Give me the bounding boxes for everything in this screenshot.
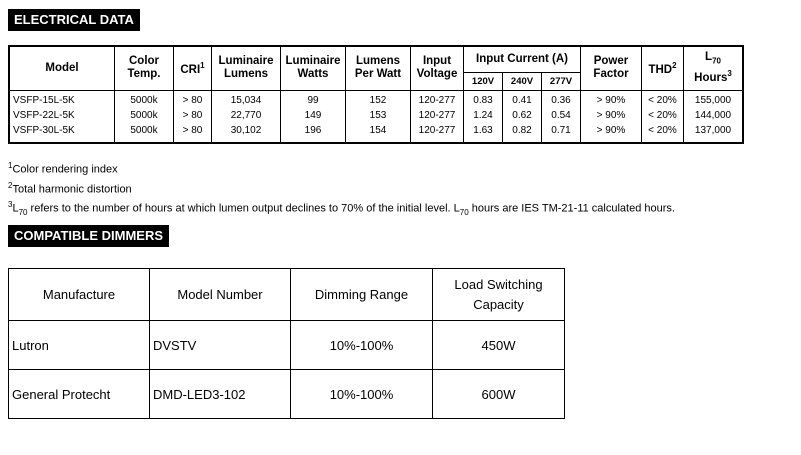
- cell-i277: 0.54: [542, 108, 581, 123]
- cell-lpw: 154: [346, 123, 411, 143]
- cell-lpw: 152: [346, 90, 411, 108]
- col-input-voltage: Input Voltage: [411, 46, 464, 90]
- col-277v: 277V: [542, 72, 581, 90]
- cell-watts: 99: [281, 90, 346, 108]
- col-l70-hours: $L_{70}$ Hours$^3$: [684, 46, 744, 90]
- cell-dimming-range: 10%-100%: [291, 370, 433, 419]
- cell-pf: > 90%: [581, 90, 642, 108]
- col-120v: 120V: [464, 72, 503, 90]
- cell-voltage: 120-277: [411, 123, 464, 143]
- cell-cri: > 80: [174, 123, 212, 143]
- cell-cri: > 80: [174, 108, 212, 123]
- cell-hours: 155,000: [684, 90, 744, 108]
- col-model-number: Model Number: [150, 269, 291, 321]
- footnotes: [8, 158, 675, 221]
- cell-i277: 0.36: [542, 90, 581, 108]
- cell-hours: 137,000: [684, 123, 744, 143]
- cell-model: VSFP-30L-5K: [9, 123, 115, 143]
- cell-lpw: 153: [346, 108, 411, 123]
- footnote-2: $^2$Total harmonic distortion: [8, 180, 132, 196]
- col-input-current: Input Current (A): [464, 46, 581, 72]
- electrical-data-title: ELECTRICAL DATA: [8, 9, 140, 31]
- col-load-switching-capacity: Load Switching Capacity: [433, 269, 565, 321]
- compatible-dimmers-table: [8, 268, 565, 419]
- footnote-1: $^1$Color rendering index: [8, 161, 118, 176]
- cell-model-number: DVSTV: [150, 321, 291, 370]
- cell-color-temp: 5000k: [115, 123, 174, 143]
- cell-thd: < 20%: [642, 123, 684, 143]
- cell-color-temp: 5000k: [115, 90, 174, 108]
- cell-hours: 144,000: [684, 108, 744, 123]
- cell-i120: 1.63: [464, 123, 503, 143]
- table-row: [9, 108, 743, 123]
- cell-thd: < 20%: [642, 90, 684, 108]
- col-power-factor: Power Factor: [581, 46, 642, 90]
- cell-capacity: 600W: [433, 370, 565, 419]
- cell-model-number: DMD-LED3-102: [150, 370, 291, 419]
- col-model: Model: [9, 46, 115, 90]
- cell-i240: 0.82: [503, 123, 542, 143]
- cell-model: VSFP-15L-5K: [9, 90, 115, 108]
- col-color-temp: Color Temp.: [115, 46, 174, 90]
- cell-voltage: 120-277: [411, 108, 464, 123]
- col-cri: CRI$^1$: [174, 46, 212, 90]
- cell-dimming-range: 10%-100%: [291, 321, 433, 370]
- cell-watts: 196: [281, 123, 346, 143]
- cell-manufacture: General Protecht: [9, 370, 150, 419]
- table-row: [9, 321, 565, 370]
- cell-i120: 0.83: [464, 90, 503, 108]
- table-row: [9, 370, 565, 419]
- cell-i277: 0.71: [542, 123, 581, 143]
- cell-model: VSFP-22L-5K: [9, 108, 115, 123]
- table-row: [9, 90, 743, 108]
- col-manufacture: Manufacture: [9, 269, 150, 321]
- cell-watts: 149: [281, 108, 346, 123]
- electrical-data-table: [8, 45, 744, 144]
- col-dimming-range: Dimming Range: [291, 269, 433, 321]
- cell-lumens: 30,102: [212, 123, 281, 143]
- cell-manufacture: Lutron: [9, 321, 150, 370]
- compatible-dimmers-title: COMPATIBLE DIMMERS: [8, 225, 169, 247]
- cell-lumens: 22,770: [212, 108, 281, 123]
- cell-color-temp: 5000k: [115, 108, 174, 123]
- col-lumens-per-watt: Lumens Per Watt: [346, 46, 411, 90]
- cell-i240: 0.41: [503, 90, 542, 108]
- col-thd: THD$^2$: [642, 46, 684, 90]
- cell-pf: > 90%: [581, 123, 642, 143]
- col-luminaire-lumens: Luminaire Lumens: [212, 46, 281, 90]
- cell-thd: < 20%: [642, 108, 684, 123]
- cell-i240: 0.62: [503, 108, 542, 123]
- cell-voltage: 120-277: [411, 90, 464, 108]
- cell-pf: > 90%: [581, 108, 642, 123]
- table-row: [9, 123, 743, 143]
- cell-lumens: 15,034: [212, 90, 281, 108]
- col-luminaire-watts: Luminaire Watts: [281, 46, 346, 90]
- col-240v: 240V: [503, 72, 542, 90]
- cell-capacity: 450W: [433, 321, 565, 370]
- cell-i120: 1.24: [464, 108, 503, 123]
- cell-cri: > 80: [174, 90, 212, 108]
- footnote-3: $^3L_{70}$ refers to the number of hours at which lumen output declines to 70% of the initial level. $L_{70}$ hours are IES TM-21-11 calculated hours.: [8, 200, 675, 218]
